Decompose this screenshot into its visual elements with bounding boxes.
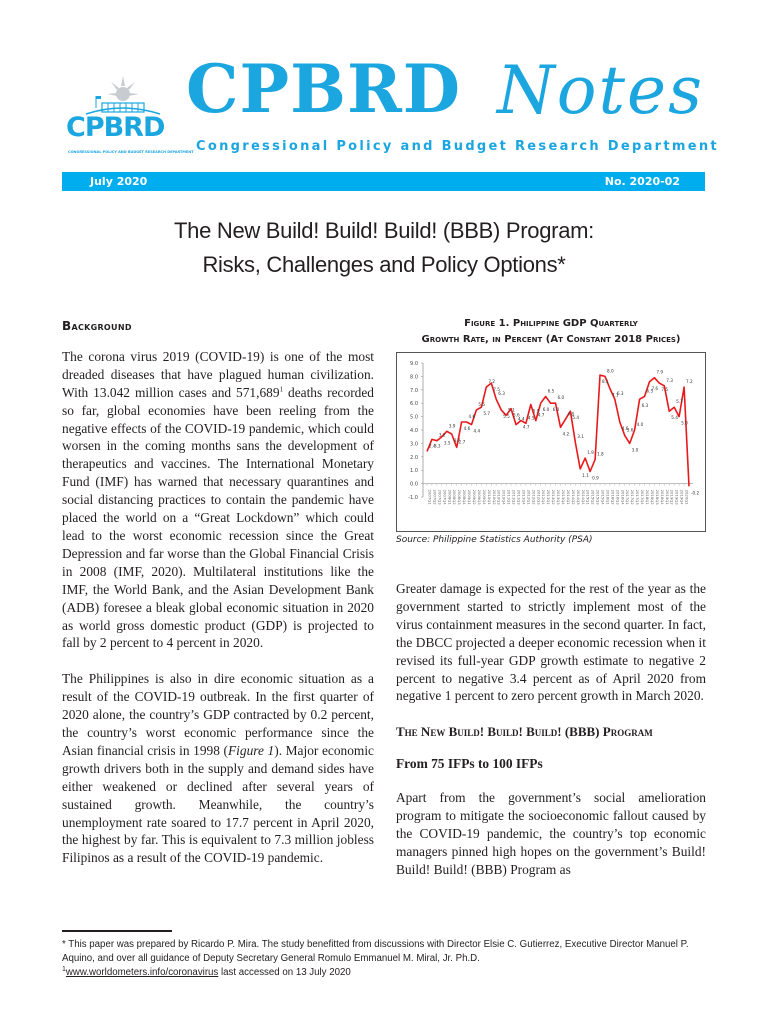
svg-text:2009Q1: 2009Q1	[467, 489, 473, 505]
figure-source: Source: Philippine Statistics Authority (PSA)	[396, 535, 593, 545]
svg-text:2016Q2: 2016Q2	[610, 489, 616, 505]
footnote-ref-1: 1	[279, 385, 284, 394]
svg-text:8.0: 8.0	[606, 368, 614, 374]
svg-text:2016Q3: 2016Q3	[615, 489, 621, 505]
svg-text:9.0: 9.0	[410, 361, 418, 367]
svg-text:2011Q4: 2011Q4	[521, 489, 527, 505]
svg-text:6.3: 6.3	[641, 403, 649, 409]
svg-text:2013Q2: 2013Q2	[551, 489, 557, 505]
svg-text:2019Q2: 2019Q2	[669, 489, 675, 505]
document-title	[0, 214, 768, 282]
svg-text:4.7: 4.7	[522, 424, 530, 430]
svg-text:3.2: 3.2	[438, 432, 446, 438]
svg-text:6.0: 6.0	[542, 407, 550, 413]
paragraph-covid-background	[62, 348, 374, 652]
svg-text:2016Q1: 2016Q1	[605, 489, 611, 505]
svg-text:2018Q1: 2018Q1	[645, 489, 651, 505]
logo-subtext: CONGRESSIONAL POLICY AND BUDGET RESEARCH DEPARTMENT	[68, 150, 194, 154]
logo-text: CPBRD	[66, 112, 165, 143]
paragraph-dbcc-projection: Greater damage is expected for the rest of the year as the government started to strictly implement most of the virus containment measures in the second quarter. In fact, the DBCC projected a deeper economic recession when it revised its full-year GDP growth estimate to negative 2 percent to negative 3.4 percent as of April 2020 from negative 1 percent to zero percent growth in March 2020.	[396, 581, 706, 704]
figure-caption	[396, 316, 706, 348]
right-column	[396, 580, 706, 897]
svg-text:-1.0: -1.0	[408, 495, 418, 501]
svg-text:2007Q2: 2007Q2	[432, 489, 438, 505]
svg-text:2011Q3: 2011Q3	[516, 489, 522, 505]
svg-text:2020Q1: 2020Q1	[684, 489, 690, 505]
paragraph-text: The Philippines is also in dire economic situation as a result of the COVID-19 outbreak. In the first quarter of 2020 alone, the country’s GDP contracted by 0.2 percent, the country’s worst economic performance since the Asian financial crisis in 1998 (	[62, 671, 374, 758]
paragraph-philippines-economy	[62, 670, 374, 867]
svg-text:5.0: 5.0	[410, 414, 418, 421]
svg-text:6.0: 6.0	[552, 407, 560, 413]
svg-text:4.4: 4.4	[517, 416, 525, 422]
svg-text:5.5: 5.5	[503, 413, 510, 419]
svg-text:2014Q2: 2014Q2	[570, 489, 576, 505]
svg-text:2008Q4: 2008Q4	[462, 489, 468, 505]
svg-text:2012Q2: 2012Q2	[531, 489, 537, 505]
svg-text:2.4: 2.4	[429, 443, 436, 449]
svg-text:0.9: 0.9	[592, 475, 599, 481]
svg-text:5.5: 5.5	[478, 401, 486, 407]
footnote-marker: 1	[62, 965, 66, 973]
section-heading-background: Background	[62, 319, 132, 333]
svg-text:5.7: 5.7	[483, 411, 491, 417]
svg-text:1.1: 1.1	[582, 472, 589, 478]
svg-text:2015Q3: 2015Q3	[595, 489, 601, 505]
svg-text:2012Q3: 2012Q3	[536, 489, 542, 505]
svg-text:4.8: 4.8	[567, 411, 575, 417]
svg-text:2014Q1: 2014Q1	[565, 489, 571, 505]
footnotes	[62, 938, 712, 980]
svg-text:3.7: 3.7	[453, 438, 461, 444]
svg-text:2009Q3: 2009Q3	[476, 489, 482, 505]
svg-text:2.7: 2.7	[458, 439, 466, 445]
svg-text:5.6: 5.6	[513, 412, 520, 418]
svg-text:2014Q4: 2014Q4	[580, 489, 586, 505]
svg-text:3.0: 3.0	[631, 447, 639, 453]
svg-text:2019Q4: 2019Q4	[679, 489, 685, 505]
footnote-1	[62, 966, 712, 980]
brand-name: CPBRD	[186, 50, 462, 128]
paragraph-text: The corona virus 2019 (COVID-19) is one of the most dreaded diseases that have plagued human civilization. With 13.042 million cases and 571,689	[62, 348, 374, 400]
svg-text:5.9: 5.9	[532, 408, 540, 414]
svg-text:5.4: 5.4	[671, 415, 678, 421]
svg-text:8.0: 8.0	[410, 374, 418, 381]
left-column	[62, 318, 374, 885]
svg-text:1.0: 1.0	[410, 468, 418, 475]
svg-text:5.7: 5.7	[676, 399, 683, 405]
svg-text:3.3: 3.3	[433, 443, 441, 449]
svg-text:8.1: 8.1	[602, 379, 609, 385]
svg-text:3.9: 3.9	[448, 423, 456, 429]
svg-text:5.4: 5.4	[572, 415, 580, 421]
svg-text:6.3: 6.3	[498, 391, 505, 397]
svg-text:3.0: 3.0	[410, 441, 418, 448]
svg-text:2019Q3: 2019Q3	[674, 489, 680, 505]
svg-text:2007Q3: 2007Q3	[437, 489, 443, 505]
svg-text:2015Q1: 2015Q1	[585, 489, 591, 505]
caption-line-2: Growth Rate, in Percent (At Constant 2018 Prices)	[421, 334, 681, 345]
title-line-1: The New Build! Build! Build! (BBB) Program:	[174, 218, 594, 243]
svg-text:2010Q2: 2010Q2	[491, 489, 497, 505]
svg-text:2011Q1: 2011Q1	[506, 489, 512, 505]
svg-text:2009Q2: 2009Q2	[471, 489, 477, 505]
svg-text:2015Q4: 2015Q4	[600, 489, 606, 505]
department-name: Congressional Policy and Budget Research Department	[196, 139, 719, 154]
worldometers-link[interactable]: www.worldometers.info/coronavirus	[65, 967, 219, 978]
svg-text:7.9: 7.9	[656, 369, 664, 375]
svg-text:7.2: 7.2	[686, 379, 693, 385]
masthead	[0, 50, 768, 165]
svg-text:7.2: 7.2	[488, 379, 495, 385]
svg-text:4.0: 4.0	[636, 422, 644, 427]
svg-text:2018Q3: 2018Q3	[654, 489, 660, 505]
svg-text:2008Q2: 2008Q2	[452, 489, 458, 505]
svg-text:2012Q4: 2012Q4	[541, 489, 547, 505]
svg-text:2010Q1: 2010Q1	[486, 489, 492, 505]
chart-canvas	[397, 353, 705, 531]
section-heading-bbb: The New Build! Build! Build! (BBB) Program	[396, 724, 653, 740]
subheading-ifps: From 75 IFPs to 100 IFPs	[396, 756, 543, 772]
svg-text:2013Q3: 2013Q3	[556, 489, 562, 505]
svg-text:3.5: 3.5	[443, 440, 451, 446]
svg-text:2016Q4: 2016Q4	[620, 489, 626, 505]
issue-number: No. 2020-02	[604, 175, 680, 188]
figure-1	[396, 316, 706, 545]
svg-text:4.2: 4.2	[562, 431, 570, 437]
svg-text:2011Q2: 2011Q2	[511, 489, 517, 505]
svg-text:2007Q1: 2007Q1	[427, 489, 433, 505]
svg-text:3.1: 3.1	[577, 434, 584, 440]
svg-text:7.1: 7.1	[611, 392, 619, 398]
footnote-text: last accessed on 13 July 2020	[218, 967, 351, 978]
svg-text:7.5: 7.5	[661, 387, 669, 393]
svg-text:1.9: 1.9	[587, 450, 594, 456]
svg-text:6.5: 6.5	[547, 388, 555, 394]
svg-text:7.6: 7.6	[651, 385, 659, 391]
svg-text:2019Q1: 2019Q1	[664, 489, 670, 505]
svg-text:4.7: 4.7	[537, 412, 545, 418]
svg-text:2013Q4: 2013Q4	[560, 489, 566, 505]
svg-text:2017Q1: 2017Q1	[625, 489, 631, 505]
svg-text:2017Q3: 2017Q3	[635, 489, 641, 505]
svg-text:2014Q3: 2014Q3	[575, 489, 581, 505]
paragraph-text: deaths recorded so far, global economies have been reeling from the negative effects of the COVID-19 pandemic, which could worsen in the coming months sans the development of therapeutics and vaccines. The International Monetary Fund (IMF) has warned that necessary quarantines and social distancing practices to contain the pandemic have placed the world on a “Great Lockdown” which could lead to the worst economic recession since the Great Depression and far worse than the Global Financial Crisis in 2008 (IMF, 2020). Multilateral institutions like the IMF, the World Bank, and the Asian Development Bank (ADB) foresee a bleak global economic situation in 2020 as world gross domestic product (GDP) is projected to fall by 2 percent to 4 percent in 2020.	[62, 384, 374, 651]
svg-text:7.3: 7.3	[666, 377, 673, 383]
svg-text:6.5: 6.5	[646, 388, 654, 394]
footnote-author: * This paper was prepared by Ricardo P. Mira. The study benefitted from discussions with Director Elsie C. Gutierrez, Executive Director Manuel P. Aquino, and over all guidance of Deputy Secretary General Romulo Emmanuel M. Miral, Jr. Ph.D.	[62, 939, 689, 964]
svg-text:2013Q1: 2013Q1	[546, 489, 552, 505]
svg-text:2008Q1: 2008Q1	[447, 489, 453, 505]
svg-text:2010Q3: 2010Q3	[496, 489, 502, 505]
svg-text:2018Q2: 2018Q2	[649, 489, 655, 505]
svg-text:2018Q4: 2018Q4	[659, 489, 665, 505]
svg-text:2012Q1: 2012Q1	[526, 489, 532, 505]
svg-text:2015Q2: 2015Q2	[590, 489, 596, 505]
svg-text:2017Q2: 2017Q2	[630, 489, 636, 505]
svg-text:1.8: 1.8	[597, 451, 604, 457]
footnote-divider	[62, 930, 172, 932]
svg-text:2008Q3: 2008Q3	[457, 489, 463, 505]
svg-text:4.6: 4.6	[621, 425, 629, 431]
paragraph-text: ). Major economic growth drivers both in the supply and demand sides have either weakened or declined after several years of sustained growth. Meanwhile, the country’s unemployment rate soared to 17.7 percent in April 2020, the highest by far. This is equivalent to 7.3 million jobless Filipinos as a result of the COVID-19 pandemic.	[62, 742, 375, 866]
title-line-2: Risks, Challenges and Policy Options*	[202, 252, 566, 277]
svg-text:2010Q4: 2010Q4	[501, 489, 507, 505]
svg-text:7.5: 7.5	[493, 387, 500, 393]
brand-notes: Notes	[497, 52, 704, 129]
svg-text:4.5: 4.5	[527, 415, 535, 421]
svg-text:2.0: 2.0	[410, 454, 418, 461]
svg-text:6.3: 6.3	[616, 391, 624, 397]
cpbrd-logo	[62, 72, 194, 154]
svg-text:7.0: 7.0	[410, 387, 418, 394]
svg-text:3.6: 3.6	[626, 427, 634, 433]
svg-text:2007Q4: 2007Q4	[442, 489, 448, 505]
svg-text:5.0: 5.0	[681, 420, 688, 426]
caption-line-1: Figure 1. Philippine GDP Quarterly	[464, 318, 638, 329]
figure-reference: Figure 1	[227, 742, 275, 758]
svg-text:-0.2: -0.2	[691, 490, 700, 496]
svg-text:4.0: 4.0	[410, 428, 418, 434]
issue-bar	[62, 172, 705, 191]
svg-text:0.0: 0.0	[410, 481, 418, 488]
svg-text:4.6: 4.6	[468, 413, 476, 419]
svg-text:4.6: 4.6	[463, 425, 471, 431]
svg-text:6.0: 6.0	[410, 401, 418, 408]
issue-date: July 2020	[90, 175, 148, 188]
svg-text:5.1: 5.1	[508, 407, 515, 413]
gdp-line-chart	[396, 352, 706, 532]
paragraph-bbb-intro: Apart from the government’s social amelioration program to mitigate the socioeconomic fallout caused by the COVID-19 pandemic, the country’s top economic managers pinned high hopes on the government’s Build! Build! Build! (BBB) Program as	[396, 790, 706, 877]
svg-text:4.4: 4.4	[473, 428, 481, 434]
svg-text:2009Q4: 2009Q4	[481, 489, 487, 505]
svg-text:2017Q4: 2017Q4	[640, 489, 646, 505]
svg-text:6.0: 6.0	[557, 395, 565, 401]
